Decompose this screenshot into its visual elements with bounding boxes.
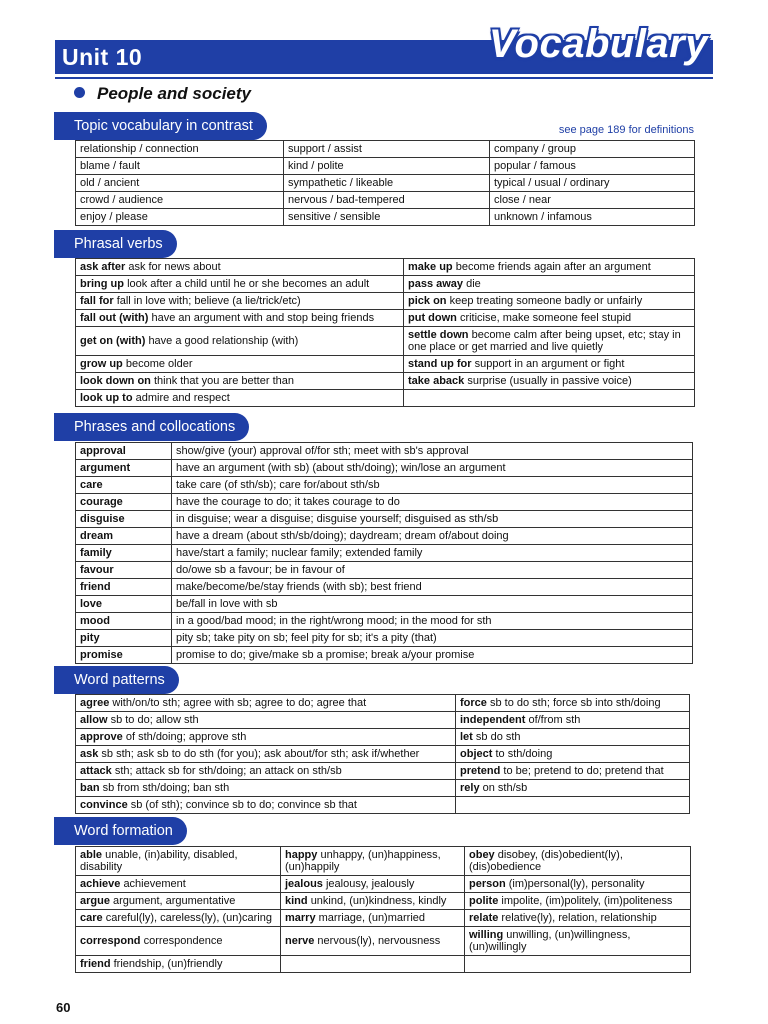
table-row (76, 910, 691, 927)
table-row (76, 596, 693, 613)
table-cell: close / near (490, 192, 695, 209)
table-cell: in disguise; wear a disguise; disguise yourself; disguised as sth/sb (172, 511, 693, 528)
definition: unable, (in)ability, disabled, disability (80, 849, 238, 873)
table-cell: in a good/bad mood; in the right/wrong mood; in the mood for sth (172, 613, 693, 630)
header-divider (55, 77, 713, 79)
table-cell: relationship / connection (76, 141, 284, 158)
table-row (76, 259, 695, 276)
definition: unhappy, (un)happiness, (un)happily (285, 849, 441, 873)
table-cell (76, 460, 172, 477)
table-row (76, 876, 691, 893)
table-cell (76, 893, 281, 910)
term: agree (80, 697, 110, 709)
table-cell: show/give (your) approval of/for sth; meet with sb's approval (172, 443, 693, 460)
definition: of sth/doing; approve sth (125, 731, 247, 743)
term: ban (80, 782, 100, 794)
definition: jealousy, jealously (325, 878, 415, 890)
table-cell (404, 310, 695, 327)
table-row (76, 192, 695, 209)
definition: unwilling, (un)willingness, (un)willingly (469, 929, 631, 953)
table-cell (281, 956, 465, 973)
term: settle down (408, 329, 469, 341)
table-cell: have a dream (about sth/sb/doing); daydream; dream of/about doing (172, 528, 693, 545)
table-row (76, 847, 691, 876)
definition: on sth/sb (482, 782, 528, 794)
term: polite (469, 895, 499, 907)
definition: have an argument with and stop being friends (151, 312, 375, 324)
table-cell: support / assist (284, 141, 490, 158)
table-cell (76, 596, 172, 613)
table-cell (281, 876, 465, 893)
term: get on (with) (80, 335, 146, 347)
term: care (80, 912, 103, 924)
definition: sb to do; allow sth (110, 714, 199, 726)
table-cell (76, 327, 404, 356)
table-cell (456, 797, 690, 814)
table-row (76, 956, 691, 973)
term: force (460, 697, 487, 709)
definition: correspondence (143, 935, 223, 947)
word-patterns-table (75, 694, 690, 814)
table-cell (281, 910, 465, 927)
table-cell (76, 310, 404, 327)
table-cell (76, 579, 172, 596)
definition: sb from sth/doing; ban sth (102, 782, 230, 794)
term: happy (285, 849, 318, 861)
table-cell (76, 390, 404, 407)
term: argument (80, 462, 131, 474)
term: make up (408, 261, 453, 273)
table-cell (76, 373, 404, 390)
table-cell (76, 259, 404, 276)
definition: fall in love with; believe (a lie/trick/etc) (116, 295, 301, 307)
phrases-table (75, 442, 693, 664)
table-cell: make/become/be/stay friends (with sb); best friend (172, 579, 693, 596)
table-cell (76, 443, 172, 460)
table-cell (404, 276, 695, 293)
phrasal-verbs-table (75, 258, 695, 407)
table-row (76, 460, 693, 477)
word-formation-table (75, 846, 691, 973)
table-cell (456, 695, 690, 712)
unit-title: Unit 10 (62, 44, 143, 70)
term: willing (469, 929, 504, 941)
term: kind (285, 895, 308, 907)
term: family (80, 547, 112, 559)
term: able (80, 849, 103, 861)
term: grow up (80, 358, 123, 370)
table-cell (76, 494, 172, 511)
table-cell (404, 293, 695, 310)
definition: sb do sth (475, 731, 521, 743)
table-cell (404, 373, 695, 390)
table-cell (76, 780, 456, 797)
term: stand up for (408, 358, 472, 370)
definition: become friends again after an argument (455, 261, 651, 273)
table-cell: be/fall in love with sb (172, 596, 693, 613)
term: approval (80, 445, 126, 457)
definition: of/from sth (528, 714, 581, 726)
term: take aback (408, 375, 465, 387)
table-cell (76, 910, 281, 927)
table-cell (456, 712, 690, 729)
table-cell (76, 956, 281, 973)
table-row (76, 141, 695, 158)
table-cell: sensitive / sensible (284, 209, 490, 226)
definition: look after a child until he or she becomes an adult (127, 278, 370, 290)
topic-title: People and society (97, 84, 251, 103)
table-row (76, 511, 693, 528)
term: attack (80, 765, 112, 777)
definition: to be; pretend to do; pretend that (503, 765, 664, 777)
term: favour (80, 564, 114, 576)
table-cell (465, 927, 691, 956)
table-row (76, 893, 691, 910)
term: bring up (80, 278, 124, 290)
definition: die (466, 278, 481, 290)
definition: become calm after being upset, etc; stay in one place or get married and live quietly (408, 329, 681, 353)
table-cell (404, 259, 695, 276)
table-row (76, 158, 695, 175)
table-cell: unknown / infamous (490, 209, 695, 226)
definition: with/on/to sth; agree with sb; agree to do; agree that (112, 697, 367, 709)
table-cell (404, 390, 695, 407)
term: put down (408, 312, 457, 324)
table-cell (76, 293, 404, 310)
definition: criticise, make someone feel stupid (459, 312, 632, 324)
topic-heading (74, 84, 251, 104)
definition: careful(ly), careless(ly), (un)caring (105, 912, 272, 924)
section-phrasal-verbs-heading: Phrasal verbs (54, 230, 177, 258)
table-row (76, 729, 690, 746)
definition: think that you are better than (153, 375, 294, 387)
term: friend (80, 581, 111, 593)
table-cell (76, 477, 172, 494)
table-row (76, 613, 693, 630)
definition: unkind, (un)kindness, kindly (310, 895, 447, 907)
table-cell (76, 746, 456, 763)
table-cell: do/owe sb a favour; be in favour of (172, 562, 693, 579)
table-cell (76, 876, 281, 893)
definition: sb sth; ask sb to do sth (for you); ask about/for sth; ask if/whether (101, 748, 420, 760)
term: look down on (80, 375, 151, 387)
definition: friendship, (un)friendly (113, 958, 223, 970)
table-cell (76, 695, 456, 712)
table-row (76, 293, 695, 310)
term: disguise (80, 513, 125, 525)
table-cell (456, 746, 690, 763)
term: achieve (80, 878, 121, 890)
table-cell (76, 511, 172, 528)
table-row (76, 545, 693, 562)
table-row (76, 797, 690, 814)
term: look up to (80, 392, 133, 404)
table-row (76, 579, 693, 596)
table-cell: have/start a family; nuclear family; extended family (172, 545, 693, 562)
definition: (im)personal(ly), personality (508, 878, 645, 890)
table-row (76, 746, 690, 763)
table-cell: have an argument (with sb) (about sth/doing); win/lose an argument (172, 460, 693, 477)
term: approve (80, 731, 123, 743)
table-cell (76, 847, 281, 876)
table-cell (465, 847, 691, 876)
table-row (76, 630, 693, 647)
term: marry (285, 912, 316, 924)
table-row (76, 528, 693, 545)
table-cell (465, 956, 691, 973)
term: promise (80, 649, 123, 661)
term: independent (460, 714, 526, 726)
table-row (76, 209, 695, 226)
definition: admire and respect (135, 392, 230, 404)
table-cell (404, 356, 695, 373)
table-cell (281, 847, 465, 876)
page-number: 60 (56, 1000, 71, 1015)
term: correspond (80, 935, 141, 947)
table-cell: have the courage to do; it takes courage to do (172, 494, 693, 511)
table-cell (76, 562, 172, 579)
table-cell (456, 763, 690, 780)
table-cell (76, 356, 404, 373)
table-row (76, 175, 695, 192)
definition: argument, argumentative (113, 895, 236, 907)
table-cell: take care (of sth/sb); care for/about sth/sb (172, 477, 693, 494)
term: nerve (285, 935, 315, 947)
term: care (80, 479, 103, 491)
table-row (76, 477, 693, 494)
definition: impolite, (im)politely, (im)politeness (501, 895, 673, 907)
term: relate (469, 912, 499, 924)
section-word-formation-heading: Word formation (54, 817, 187, 845)
table-cell: old / ancient (76, 175, 284, 192)
term: mood (80, 615, 110, 627)
definition: become older (125, 358, 193, 370)
definition: sb to do sth; force sb into sth/doing (489, 697, 661, 709)
term: pick on (408, 295, 447, 307)
table-row (76, 390, 695, 407)
table-cell (76, 763, 456, 780)
table-cell (76, 276, 404, 293)
table-row (76, 356, 695, 373)
term: ask (80, 748, 99, 760)
definition: marriage, (un)married (318, 912, 426, 924)
table-cell (76, 613, 172, 630)
table-row (76, 695, 690, 712)
term: let (460, 731, 473, 743)
definition: support in an argument or fight (474, 358, 625, 370)
table-cell: sympathetic / likeable (284, 175, 490, 192)
table-row (76, 647, 693, 664)
definition: keep treating someone badly or unfairly (449, 295, 643, 307)
table-row (76, 276, 695, 293)
see-page-note: see page 189 for definitions (558, 124, 694, 136)
definition: disobey, (dis)obedient(ly), (dis)obedience (469, 849, 623, 873)
definition: have a good relationship (with) (148, 335, 299, 347)
table-cell (281, 893, 465, 910)
definition: to sth/doing (495, 748, 553, 760)
table-cell (76, 927, 281, 956)
table-cell (465, 893, 691, 910)
table-cell (76, 797, 456, 814)
table-cell: typical / usual / ordinary (490, 175, 695, 192)
term: person (469, 878, 506, 890)
term: love (80, 598, 103, 610)
term: rely (460, 782, 480, 794)
term: dream (80, 530, 114, 542)
definition: achievement (123, 878, 186, 890)
term: obey (469, 849, 495, 861)
table-cell (404, 327, 695, 356)
table-cell (281, 927, 465, 956)
definition: surprise (usually in passive voice) (467, 375, 632, 387)
term: ask after (80, 261, 126, 273)
table-cell: enjoy / please (76, 209, 284, 226)
definition: ask for news about (128, 261, 221, 273)
section-phrases-heading: Phrases and collocations (54, 413, 249, 441)
term: object (460, 748, 493, 760)
table-row (76, 310, 695, 327)
term: argue (80, 895, 110, 907)
section-topic-vocabulary-heading: Topic vocabulary in contrast (54, 112, 267, 140)
table-row (76, 443, 693, 460)
table-cell (456, 780, 690, 797)
table-cell: crowd / audience (76, 192, 284, 209)
term: friend (80, 958, 111, 970)
term: pretend (460, 765, 501, 777)
table-cell (76, 545, 172, 562)
table-cell (76, 729, 456, 746)
vocabulary-title: Vocabulary (488, 22, 708, 66)
table-cell (76, 630, 172, 647)
term: convince (80, 799, 128, 811)
table-cell (456, 729, 690, 746)
table-row (76, 712, 690, 729)
definition: relative(ly), relation, relationship (501, 912, 657, 924)
table-cell (465, 910, 691, 927)
table-cell: promise to do; give/make sb a promise; break a/your promise (172, 647, 693, 664)
table-row (76, 763, 690, 780)
table-cell: popular / famous (490, 158, 695, 175)
definition: sb (of sth); convince sb to do; convince sb that (130, 799, 357, 811)
table-cell (76, 528, 172, 545)
term: pity (80, 632, 100, 644)
table-row (76, 494, 693, 511)
definition: sth; attack sb for sth/doing; an attack on sth/sb (114, 765, 342, 777)
term: allow (80, 714, 108, 726)
table-cell: blame / fault (76, 158, 284, 175)
table-row (76, 327, 695, 356)
table-cell (465, 876, 691, 893)
table-row (76, 927, 691, 956)
definition: nervous(ly), nervousness (317, 935, 441, 947)
term: pass away (408, 278, 464, 290)
bullet-icon (74, 87, 85, 98)
term: fall out (with) (80, 312, 149, 324)
table-row (76, 373, 695, 390)
table-row (76, 780, 690, 797)
term: fall for (80, 295, 114, 307)
table-row (76, 562, 693, 579)
table-cell (76, 712, 456, 729)
term: courage (80, 496, 123, 508)
term: jealous (285, 878, 323, 890)
table-cell (76, 647, 172, 664)
section-word-patterns-heading: Word patterns (54, 666, 179, 694)
topic-vocabulary-table (75, 140, 695, 226)
table-cell: company / group (490, 141, 695, 158)
table-cell: pity sb; take pity on sb; feel pity for sb; it's a pity (that) (172, 630, 693, 647)
table-cell: kind / polite (284, 158, 490, 175)
table-cell: nervous / bad-tempered (284, 192, 490, 209)
